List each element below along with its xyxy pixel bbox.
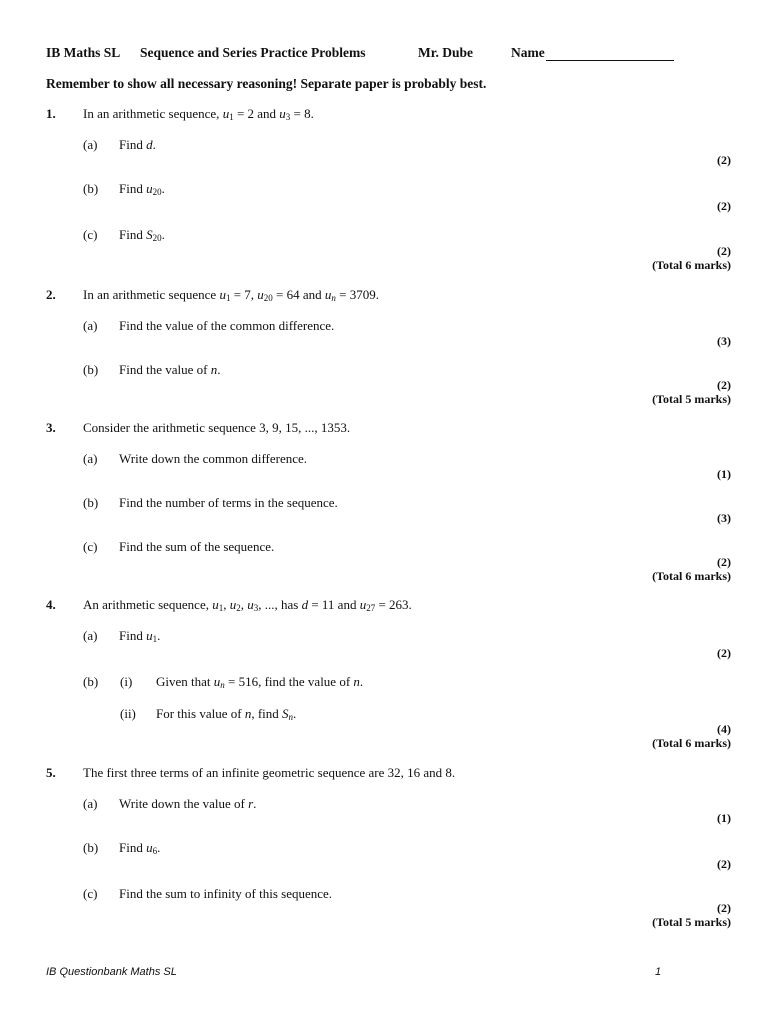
question-5c-text: Find the sum to infinity of this sequence. [119, 886, 333, 901]
question-2a-marks: (3) [717, 334, 731, 348]
question-5-total-marks: (Total 5 marks) [652, 915, 731, 929]
question-4a-text: Find $u_1$. [119, 628, 161, 644]
question-4b-marks: (4) [717, 722, 731, 736]
question-1c-text: Find $S_{20}$. [119, 227, 165, 243]
question-3-stem: Consider the arithmetic sequence 3, 9, 15, ..., 1353. [83, 420, 351, 435]
question-3a-text: Write down the common difference. [119, 451, 308, 466]
question-4a-label: (a) [83, 628, 98, 643]
question-4-number: 4. [46, 597, 56, 612]
question-1-stem: In an arithmetic sequence, $u_1 = 2$ and $u_3 = 8$. [83, 106, 314, 122]
question-4b-label: (b) [83, 674, 99, 689]
question-1-number: 1. [46, 106, 56, 121]
question-3c-label: (c) [83, 539, 98, 554]
question-1a-label: (a) [83, 137, 98, 152]
question-3b-marks: (3) [717, 511, 731, 525]
question-1a-marks: (2) [717, 153, 731, 167]
question-2b-label: (b) [83, 362, 99, 377]
question-5a-marks: (1) [717, 811, 731, 825]
question-5-stem: The first three terms of an infinite geometric sequence are 32, 16 and 8. [83, 765, 456, 780]
question-1-total-marks: (Total 6 marks) [652, 258, 731, 272]
question-5c-label: (c) [83, 886, 98, 901]
question-2-stem: In an arithmetic sequence $u_1 = 7$, $u_{20} = 64$ and $u_n = 3709$. [83, 287, 379, 303]
question-5a-text: Write down the value of r. [119, 796, 257, 811]
question-3c-text: Find the sum of the sequence. [119, 539, 275, 554]
question-3b-label: (b) [83, 495, 99, 510]
name-label: Name [511, 45, 545, 60]
question-3a-label: (a) [83, 451, 98, 466]
question-5b-label: (b) [83, 840, 99, 855]
name-blank-line [546, 46, 674, 61]
question-5a-label: (a) [83, 796, 98, 811]
question-3c-marks: (2) [717, 555, 731, 569]
question-4bii-label: (ii) [120, 706, 136, 721]
course-title: IB Maths SL [46, 45, 121, 60]
question-1b-marks: (2) [717, 199, 731, 213]
question-4-total-marks: (Total 6 marks) [652, 736, 731, 750]
question-5b-text: Find $u_6$. [119, 840, 161, 856]
question-3-number: 3. [46, 420, 56, 435]
question-1b-text: Find $u_{20}$. [119, 181, 165, 197]
question-3a-marks: (1) [717, 467, 731, 481]
question-1b-label: (b) [83, 181, 99, 196]
question-1c-label: (c) [83, 227, 98, 242]
question-5-number: 5. [46, 765, 56, 780]
worksheet-title: Sequence and Series Practice Problems [140, 45, 366, 60]
teacher-name: Mr. Dube [418, 45, 474, 60]
instructions-note: Remember to show all necessary reasoning! Separate paper is probably best. [46, 76, 487, 91]
question-3b-text: Find the number of terms in the sequence. [119, 495, 338, 510]
question-4-stem: An arithmetic sequence, $u_1$, $u_2$, $u_3$, ..., has d = 11 and $u_{27} = 263$. [83, 597, 412, 613]
question-2a-text: Find the value of the common difference. [119, 318, 335, 333]
question-4bi-text: Given that $u_n = 516$, find the value of n. [156, 674, 364, 690]
question-2b-text: Find the value of n. [119, 362, 221, 377]
question-2-number: 2. [46, 287, 56, 302]
question-4bi-label: (i) [120, 674, 133, 689]
question-5c-marks: (2) [717, 901, 731, 915]
question-5b-marks: (2) [717, 857, 731, 871]
question-3-total-marks: (Total 6 marks) [652, 569, 731, 583]
question-2-total-marks: (Total 5 marks) [652, 392, 731, 406]
footer-source: IB Questionbank Maths SL [46, 966, 177, 978]
name-field [511, 45, 674, 61]
question-4bii-text: For this value of n, find $S_n$. [156, 706, 297, 722]
question-2a-label: (a) [83, 318, 98, 333]
page-number: 1 [655, 966, 662, 978]
question-1c-marks: (2) [717, 244, 731, 258]
question-1a-text: Find d. [119, 137, 156, 152]
question-2b-marks: (2) [717, 378, 731, 392]
question-4a-marks: (2) [717, 646, 731, 660]
